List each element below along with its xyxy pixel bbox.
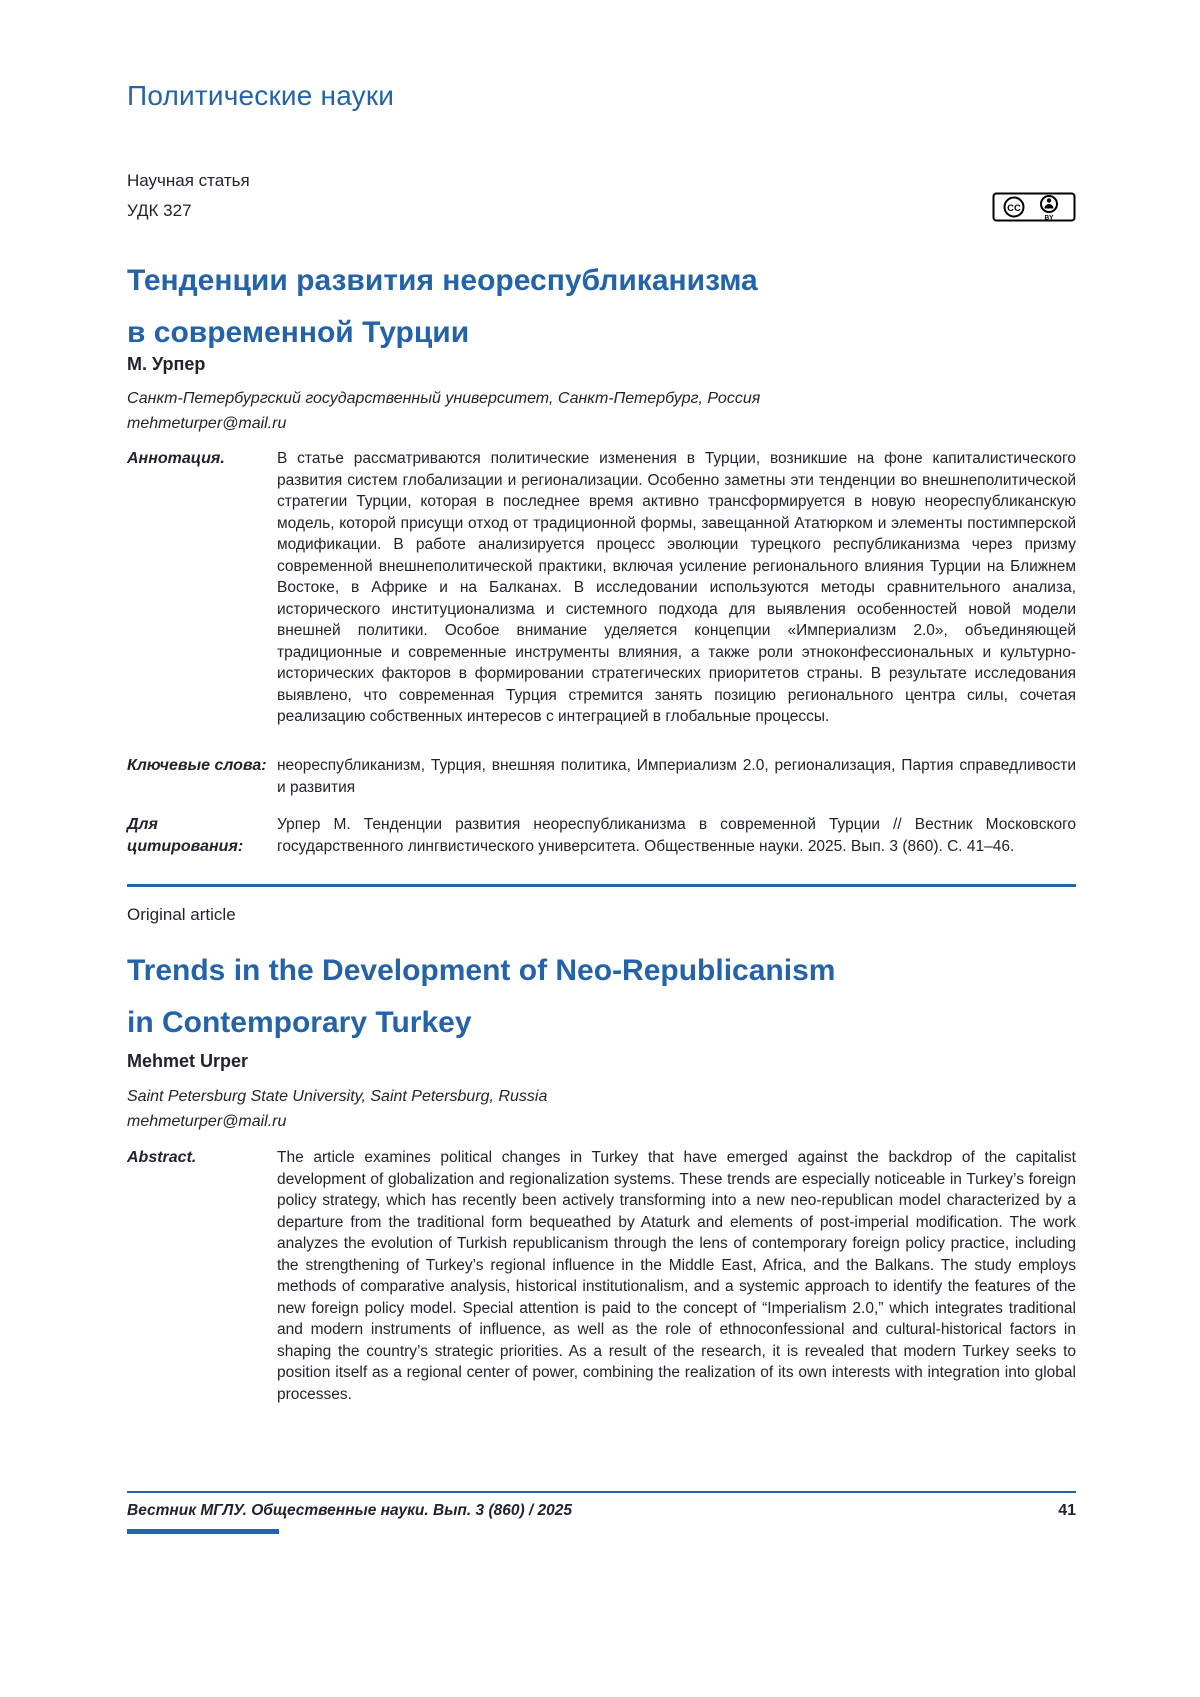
cc-by-icon — [992, 192, 1076, 222]
title-en-line2: in Contemporary Turkey — [127, 1006, 472, 1039]
affiliation-ru: Санкт-Петербургский государственный университет, Санкт-Петербург, Россия — [127, 390, 761, 407]
article-meta — [127, 166, 1076, 226]
svg-text:BY: BY — [1044, 214, 1054, 222]
abstract-text: The article examines political changes in Turkey that have emerged against the backdrop of the capitalist development of globalization and regionalization systems. These trends are especially noticeable in Turkey’s foreign policy strategy, which has recently been actively transforming into a new neo-republican model characterized by a departure from the traditional form bequeathed by Ataturk and elements of post-imperial modification. The work analyzes the evolution of Turkish republicanism through the lens of contemporary foreign policy practice, including the strengthening of Turkey’s regional influence in the Middle East, Africa, and the Balkans. The study employs methods of comparative analysis, historical institutionalism, and a systemic approach to identify the features of the new foreign policy model. Special attention is paid to the concept of “Imperialism 2.0,” which integrates traditional and modern instruments of influence, as well as the role of ethnoconfessional and cultural-historical factors in shaping the country’s strategic priorities. As a result of the research, it is revealed that modern Turkey seeks to position itself as a regional center of power, combining the realization of its own interests with integration into global processes. — [277, 1149, 1076, 1403]
annotation-block — [127, 448, 1076, 728]
article-type-en: Original article — [127, 905, 236, 924]
author-email-en: mehmeturper@mail.ru — [127, 1113, 287, 1130]
title-en-line1: Trends in the Development of Neo-Republicanism — [127, 954, 836, 987]
cc-by-badge — [992, 192, 1076, 222]
annotation-text: В статье рассматриваются политические изменения в Турции, возникшие на фоне капиталистического развития систем глобализации и регионализации. Особенно заметны эти тенденции во внешнеполитической стратегии Турции, которая в последнее время активно трансформируется в новую неореспубликанскую модель, которой присущи отход от традиционной формы, завещанной Ататюрком и элементы постимперской модификации. В работе анализируется процесс эволюции турецкого республиканизма через призму современной внешнеполитической практики, включая усиление регионального влияния Турции на Ближнем Востоке, в Африке и на Балканах. В исследовании используются методы сравнительного анализа, исторического институционализма и системного подхода для выявления особенностей новой модели внешней политики. Особое внимание уделяется концепции «Империализм 2.0», объединяющей традиционные и современные инструменты влияния, а также роли этноконфессиональных и культурно-исторических факторов в формировании стратегических приоритетов страны. В результате исследования выявлено, что современная Турция стремится занять позицию регионального центра силы, сочетая реализацию собственных интересов с интеграцией в глобальные процессы. — [277, 450, 1076, 725]
keywords-label: Ключевые слова: — [127, 757, 267, 774]
abstract-label: Abstract. — [127, 1149, 197, 1166]
article-title-ru — [127, 255, 1076, 359]
article-type-ru: Научная статья — [127, 171, 250, 190]
section-divider-rule — [127, 884, 1076, 887]
udk-number: УДК 327 — [127, 201, 192, 220]
article-title-en — [127, 945, 1076, 1049]
footer-rule — [127, 1491, 1076, 1493]
author-name-ru: М. Урпер — [127, 354, 206, 374]
footer-page-number: 41 — [1058, 1502, 1076, 1519]
author-email-ru: mehmeturper@mail.ru — [127, 415, 287, 432]
footer-journal-title: Вестник МГЛУ. Общественные науки. Вып. 3 (860) / 2025 — [127, 1502, 573, 1519]
keywords-block — [127, 755, 1076, 798]
annotation-label: Аннотация. — [127, 450, 225, 467]
title-ru-line1: Тенденции развития неореспубликанизма — [127, 264, 758, 297]
citation-label: Для цитирования: — [127, 816, 244, 855]
citation-block — [127, 814, 1076, 857]
author-name-en: Mehmet Urper — [127, 1051, 249, 1071]
affiliation-en: Saint Petersburg State University, Saint Petersburg, Russia — [127, 1088, 548, 1105]
keywords-text: неореспубликанизм, Турция, внешняя политика, Империализм 2.0, регионализация, Партия справедливости и развития — [277, 757, 1076, 796]
section-header: Политические науки — [127, 80, 395, 111]
affiliation-block-ru — [127, 386, 1076, 436]
citation-text: Урпер М. Тенденции развития неореспубликанизма в современной Турции // Вестник Московского государственного лингвистического университета. Общественные науки. 2025. Вып. 3 (860). С. 41–46. — [277, 816, 1076, 855]
title-ru-line2: в современной Турции — [127, 316, 470, 349]
footer-accent-bar — [127, 1529, 279, 1534]
svg-text:CC: CC — [1007, 203, 1021, 214]
affiliation-block-en — [127, 1084, 1076, 1134]
abstract-block — [127, 1147, 1076, 1405]
page-footer — [127, 1502, 1076, 1520]
